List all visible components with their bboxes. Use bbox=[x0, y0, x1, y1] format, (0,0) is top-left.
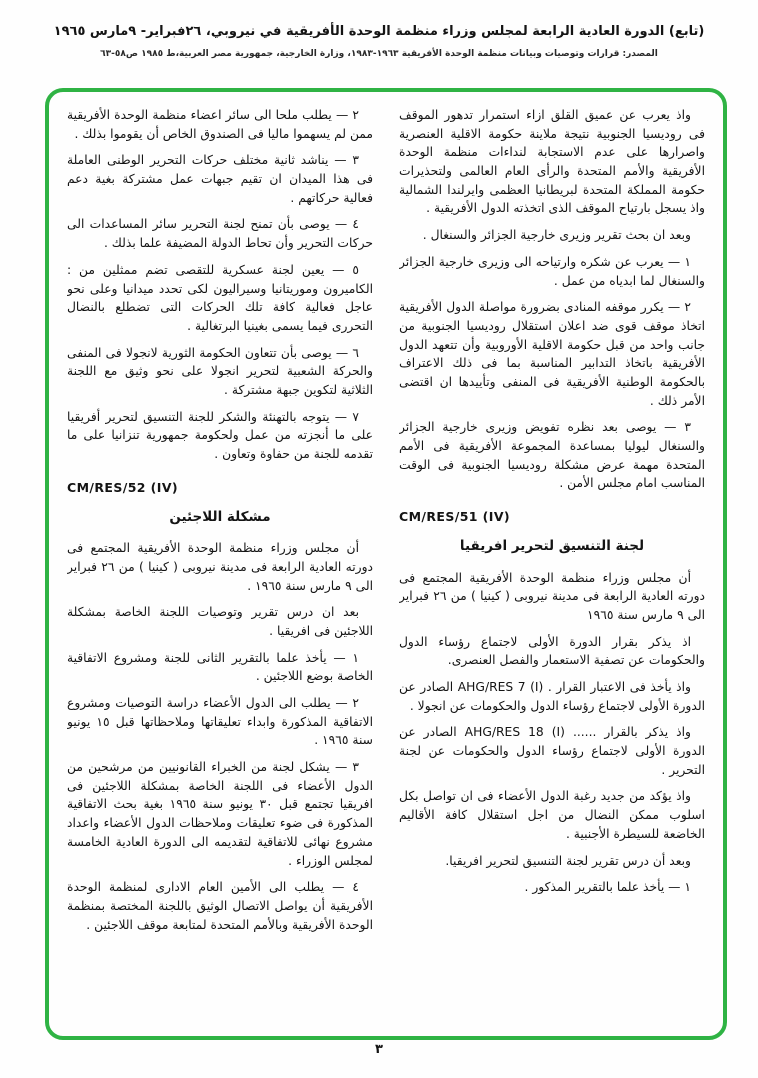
paragraph: وبعد ان بحث تقرير وزيرى خارجية الجزائر والسنغال . bbox=[422, 228, 691, 243]
green-border-frame bbox=[45, 88, 727, 1040]
paragraph: اذ يذكر بقرار الدورة الأولى لاجتماع رؤساء الدول والحكومات عن تصفية الاستعمار والفصل العنصرى. bbox=[399, 634, 705, 668]
paragraph: ٥ — يعين لجنة عسكرية للتقصى تضم ممثلين من : الكاميرون وموريتانيا وسيراليون لكى تحدد ميدانيا وعلى نحو عاجل فعالية كافة تلك الحركات التى تضطلع بالنضال التحررى فيما يسمى بغينيا البرتغالية . bbox=[67, 262, 373, 333]
document-header bbox=[0, 0, 758, 59]
paragraph: ٦ — يوصى بأن تتعاون الحكومة الثورية لانجولا فى المنفى والحركة الشعبية لتحرير انجولا على نحو وثيق مع اللجنة الثلاثية لتكوين جبهة مشتركة . bbox=[67, 345, 373, 397]
paragraph: بعد ان درس تقرير وتوصيات اللجنة الخاصة بمشكلة اللاجئين فى افريقيا . bbox=[67, 605, 373, 638]
paragraph: ١ — يأخذ علما بالتقرير المذكور . bbox=[524, 880, 691, 895]
section-heading: مشكلة اللاجئين bbox=[169, 508, 271, 525]
paragraph: واذ يأخذ فى الاعتبار القرار . AHG/RES 7 (I) الصادر عن الدورة الأولى لاجتماع رؤساء الدول والحكومات عن انجولا . bbox=[399, 680, 705, 713]
paragraph: واذ يذكر بالقرار ...... AHG/RES 18 (I) الصادر عن الدورة الأولى لاجتماع رؤساء الدول والحكومات عن لجنة التحرير . bbox=[399, 725, 705, 777]
paragraph: أن مجلس وزراء منظمة الوحدة الأفريقية المجتمع فى دورته العادية الرابعة فى مدينة نيروبى ( كينيا ) من ٢٦ فبراير الى ٩ مارس سنة ١٩٦٥ . bbox=[67, 541, 373, 593]
text-columns bbox=[67, 106, 705, 1022]
page-number: ٣ bbox=[375, 1042, 383, 1057]
paragraph: واذ يعرب عن عميق القلق ازاء استمرار تدهور الموقف فى روديسيا الجنوبية نتيجة ملاينة حكومة الاقلية العنصرية واصرارها على عدم الاستجابة لنداءات منظمة الوحدة الأفريقية والأمم المتحدة والرأى العام العالمى ولتحذيرات حكومة المملكة المتحدة لبريطانيا العظمى وايرلندا الشمالية واذ يسجل بارتياح الموقف الذى اتخذته الدول الأفريقية . bbox=[399, 108, 705, 216]
paragraph: ٢ — يطلب الى الدول الأعضاء دراسة التوصيات ومشروع الاتفاقية المذكورة وابداء تعليقاتها وملاحظاتها قبل ١٥ يونيو سنة ١٩٦٥ . bbox=[67, 696, 373, 748]
paragraph: أن مجلس وزراء منظمة الوحدة الأفريقية المجتمع فى دورته العادية الرابعة فى مدينة نيروبى ( كينيا ) من ٢٦ فبراير الى ٩ مارس سنة ١٩٦٥ bbox=[399, 570, 705, 622]
column-right bbox=[399, 106, 705, 1022]
resolution-code: CM/RES/52 (IV) bbox=[67, 479, 179, 495]
resolution-code: CM/RES/51 (IV) bbox=[399, 509, 511, 525]
paragraph: ٤ — يطلب الى الأمين العام الادارى لمنظمة الوحدة الأفريقية أن يواصل الاتصال الوثيق باللجنة المختصة بمنظمة الوحدة الأفريقية وبالأمم المتحدة لمتابعة موقف اللاجئين . bbox=[67, 880, 373, 932]
header-source: المصدر: قرارات وتوصيات وبيانات منظمة الوحدة الأفريقية ١٩٦٣-١٩٨٣، وزارة الخارجية، جمهورية مصر العربية،ط ١٩٨٥ ص٥٨-٦٣ bbox=[100, 49, 658, 59]
paragraph: واذ يؤكد من جديد رغبة الدول الأعضاء فى ان تواصل بكل اسلوب ممكن النضال من اجل استقلال كافة الأقاليم الخاضعة للسيطرة الأجنبية . bbox=[399, 789, 705, 841]
header-title: (تابع) الدورة العادية الرابعة لمجلس وزراء منظمة الوحدة الأفريقية في نيروبي، ٢٦فبراير- ٩مارس ١٩٦٥ bbox=[53, 24, 705, 39]
paragraph: وبعد أن درس تقرير لجنة التنسيق لتحرير افريقيا. bbox=[445, 853, 691, 868]
paragraph: ٣ — يوصى بعد نظره تفويض وزيرى خارجية الجزائر والسنغال ليوليا بمساعدة المجموعة الأفريقية فى الأمم المتحدة مهمة عرض مشكلة روديسيا الجنوبية فى الوقت المناسب امام مجلس الأمن . bbox=[399, 420, 705, 491]
paragraph: ٣ — يشكل لجنة من الخبراء القانونيين من مرشحين من الدول الأعضاء فى اللجنة الخاصة بمشكلة اللاجئين فى افريقيا تجتمع قبل ٣٠ يونيو سنة ١٩٦٥ بغية بحث الاتفاقية المذكورة فى ضوء تعليقات وملاحظات الدول الأعضاء واعداد مشروع نهائى للاتفاقية لتقديمه الى الدورة العادية الخامسة لمجلس الوزراء . bbox=[67, 760, 373, 868]
paragraph: ٢ — يطلب ملحا الى سائر اعضاء منظمة الوحدة الأفريقية ممن لم يسهموا ماليا فى الصندوق الخاص أن يقوموا بذلك . bbox=[67, 108, 373, 141]
column-left bbox=[67, 106, 373, 1022]
paragraph: ٢ — يكرر موقفه المنادى بضرورة مواصلة الدول الأفريقية اتخاذ موقف قوى ضد اعلان استقلال روديسيا الجنوبية من جانب واحد من قبل حكومة الاقلية الأوروبية وأن تتعهد الدول الأفريقية باتخاذ التدابير المناسبة بما فى ذلك الاعتراف بالحكومة الوطنية الأفريقية فى المنفى وتأييدها ان اقتضى الأمر ذلك . bbox=[399, 300, 705, 408]
paragraph: ١ — يعرب عن شكره وارتياحه الى وزيرى خارجية الجزائر والسنغال لما ابدياه من عمل . bbox=[399, 254, 705, 288]
paragraph: ٣ — يناشد ثانية مختلف حركات التحرير الوطنى العاملة فى هذا الميدان ان تقيم جبهات عمل مشتركة بغية دعم فعالية حركاتهم . bbox=[67, 153, 373, 205]
section-heading: لجنة التنسيق لتحرير افريقيا bbox=[459, 538, 645, 555]
paragraph: ٧ — يتوجه بالتهنئة والشكر للجنة التنسيق لتحرير أفريقيا على ما أنجزته من عمل ولحكومة جمهورية تنزانيا على ما تقدمه للجنة من حفاوة وتعاون . bbox=[67, 409, 373, 461]
paragraph: ١ — يأخذ علما بالتقرير الثانى للجنة ومشروع الاتفاقية الخاصة بوضع اللاجئين . bbox=[67, 650, 373, 684]
paragraph: ٤ — يوصى بأن تمنح لجنة التحرير سائر المساعدات الى حركات التحرير وأن تحاط الدولة المضيفة علما بذلك . bbox=[67, 217, 373, 251]
